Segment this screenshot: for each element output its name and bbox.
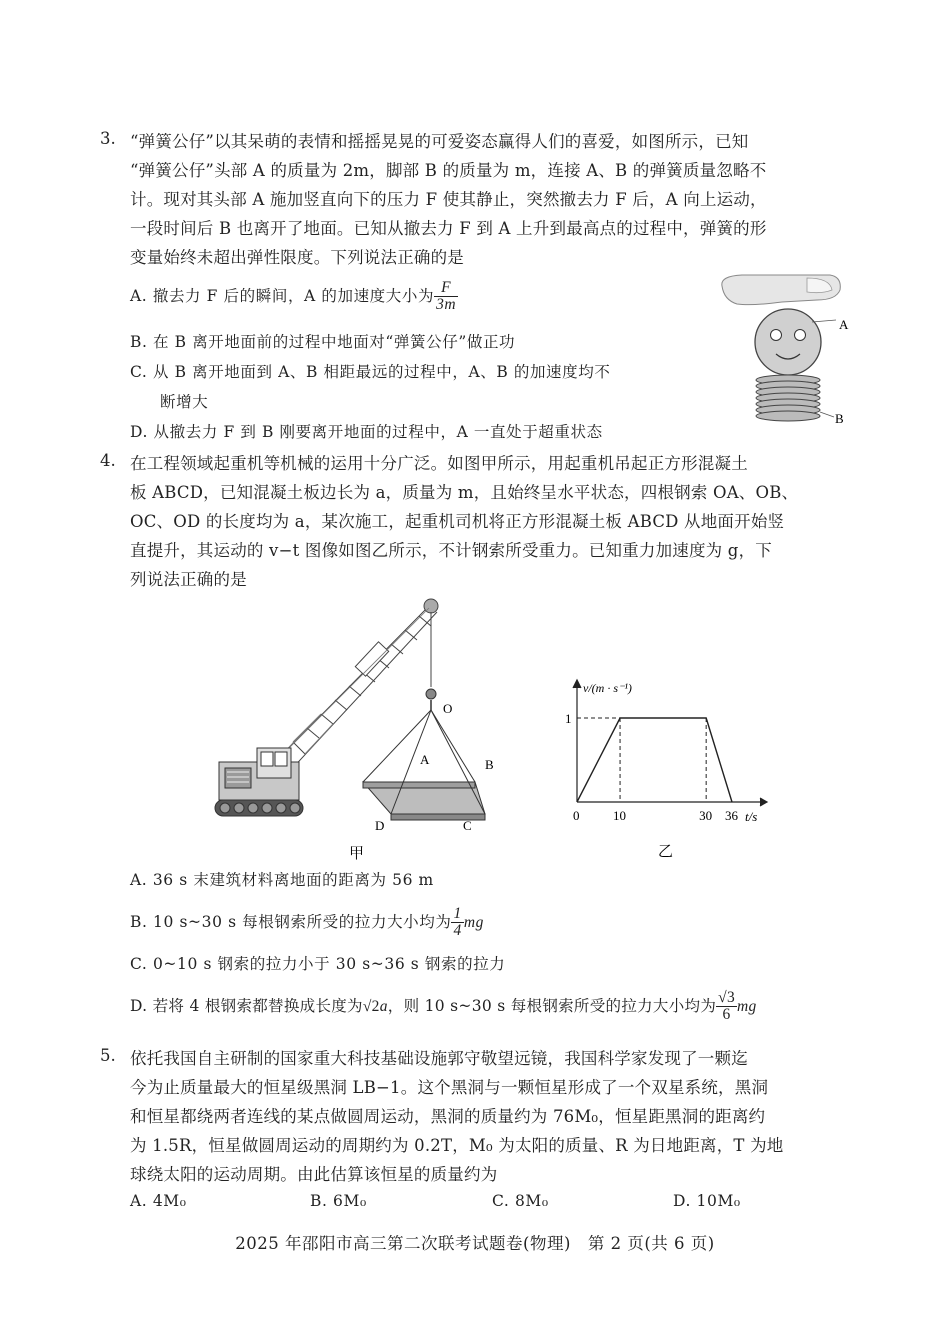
crane-label-b: B xyxy=(485,757,494,772)
q4-line-5: 列说法正确的是 xyxy=(130,570,247,589)
crane-backstay xyxy=(277,608,429,760)
figure-caption-yi: 乙 xyxy=(658,842,674,860)
q4-option-b[interactable] xyxy=(130,906,484,940)
q5-option-a[interactable]: A. 4M₀ xyxy=(130,1192,187,1210)
q3-line-4: 一段时间后 B 也离开了地面。已知从撤去力 F 到 A 上升到最高点的过程中，弹簧的形 xyxy=(130,219,767,238)
q4-line-4: 直提升，其运动的 v−t 图像如图乙所示，不计钢索所受重力。已知重力加速度为 g，下 xyxy=(130,541,772,560)
chart-x-tick-label: 0 xyxy=(573,808,580,823)
q3-option-d[interactable]: D. 从撤去力 F 到 B 刚要离开地面的过程中，A 一直处于超重状态 xyxy=(130,423,603,441)
q4-option-d-text: D. 若将 4 根钢索都替换成长度为 xyxy=(130,996,363,1015)
crane-boom-plate xyxy=(355,642,388,676)
q4-option-d-a: a xyxy=(379,997,388,1015)
q4-option-b-suffix: mg xyxy=(463,913,484,931)
crane-tracks xyxy=(215,800,303,816)
spring-doll-figure xyxy=(712,272,862,432)
crane-label-d: D xyxy=(375,818,385,833)
fraction-numerator: √3 xyxy=(718,989,735,1006)
chart-x-tick-label: 30 xyxy=(699,808,713,823)
doll-label-a: A xyxy=(839,317,849,332)
vt-chart xyxy=(555,672,785,867)
q4-option-b-text: B. 10 s~30 s 每根钢索所受的拉力大小均为 xyxy=(130,912,452,931)
crane-boom xyxy=(275,604,437,772)
q4-number: 4. xyxy=(100,451,116,470)
fraction-numerator: 1 xyxy=(453,905,462,922)
figure-caption-jia: 甲 xyxy=(349,844,365,862)
q3-option-a-fraction xyxy=(434,280,458,314)
q3-line-1: “弹簧公仔”以其呆萌的表情和摇摇晃晃的可爱姿态赢得人们的喜爱，如图所示，已知 xyxy=(130,132,749,151)
crane-label-c: C xyxy=(463,818,472,833)
q5-option-b[interactable]: B. 6M₀ xyxy=(310,1192,367,1210)
q5-line-5: 球绕太阳的运动周期。由此估算该恒星的质量约为 xyxy=(130,1165,498,1184)
chart-series-line xyxy=(577,718,732,802)
crane-label-a: A xyxy=(420,752,430,767)
q4-line-3: OC、OD 的长度均为 a，某次施工，起重机司机将正方形混凝土板 ABCD 从地面开始竖 xyxy=(130,512,785,531)
q5-line-4: 为 1.5R，恒星做圆周运动的周期约为 0.2T，M₀ 为太阳的质量、R 为日地距离，T 为地 xyxy=(130,1136,784,1155)
q4-line-2: 板 ABCD，已知混凝土板边长为 a，质量为 m，且始终呈水平状态，四根钢索 OA、OB、 xyxy=(130,483,799,502)
q4-option-d-sqrt: √2 xyxy=(362,997,380,1015)
q4-option-c[interactable]: C. 0~10 s 钢索的拉力小于 30 s~36 s 钢索的拉力 xyxy=(130,955,506,973)
doll-label-b: B xyxy=(835,411,844,426)
fraction-denominator: 3m xyxy=(436,296,457,314)
q4-option-d-fraction xyxy=(716,990,737,1024)
q3-option-b[interactable]: B. 在 B 离开地面前的过程中地面对“弹簧公仔”做正功 xyxy=(130,333,516,351)
page-footer: 2025 年邵阳市高三第二次联考试题卷(物理) 第 2 页(共 6 页) xyxy=(235,1234,715,1253)
q3-line-3: 计。现对其头部 A 施加竖直向下的压力 F 使其静止，突然撤去力 F 后，A 向上运动， xyxy=(130,190,767,209)
q4-option-d[interactable] xyxy=(130,990,757,1024)
chart-axes xyxy=(573,680,767,806)
q4-option-d-suffix: mg xyxy=(737,997,757,1015)
fraction-denominator: 6 xyxy=(722,1006,731,1024)
chart-xlabel: t/s xyxy=(745,809,758,824)
crane-body xyxy=(219,748,299,800)
chart-y-tick-label: 1 xyxy=(565,711,572,726)
fraction-numerator: F xyxy=(434,280,458,297)
fraction-denominator: 4 xyxy=(453,922,462,940)
doll-spring xyxy=(756,375,820,421)
chart-x-tick-label: 36 xyxy=(725,808,738,823)
q4-option-a[interactable]: A. 36 s 末建筑材料离地面的距离为 56 m xyxy=(130,871,434,889)
crane-hook xyxy=(426,689,436,699)
q5-line-1: 依托我国自主研制的国家重大科技基础设施郭守敬望远镜，我国科学家发现了一颗迄 xyxy=(130,1049,748,1068)
q3-line-2: “弹簧公仔”头部 A 的质量为 2m，脚部 B 的质量为 m，连接 A、B 的弹簧质量忽略不 xyxy=(130,161,767,180)
crane-figure xyxy=(205,592,515,867)
q5-option-d[interactable]: D. 10M₀ xyxy=(673,1192,741,1210)
q4-line-1: 在工程领域起重机等机械的运用十分广泛。如图甲所示，用起重机吊起正方形混凝土 xyxy=(130,454,748,473)
doll-head xyxy=(755,309,821,375)
q3-option-c-cont: 断增大 xyxy=(160,393,209,411)
q3-number: 3. xyxy=(100,129,116,148)
chart-x-tick-label: 10 xyxy=(613,808,627,823)
q3-option-a[interactable] xyxy=(130,280,458,314)
q3-option-c[interactable]: C. 从 B 离开地面到 A、B 相距最远的过程中，A、B 的加速度均不 xyxy=(130,363,611,381)
crane-label-o: O xyxy=(443,701,453,716)
chart-ylabel: v/(m · s⁻¹) xyxy=(583,681,632,695)
q3-line-5: 变量始终未超出弹性限度。下列说法正确的是 xyxy=(130,248,464,267)
q3-option-a-text: A. 撤去力 F 后的瞬间，A 的加速度大小为 xyxy=(130,286,435,305)
q4-option-d-mid: ，则 10 s~30 s 每根钢索所受的拉力大小均为 xyxy=(387,996,717,1015)
q5-line-3: 和恒星都绕两者连线的某点做圆周运动，黑洞的质量约为 76M₀，恒星距黑洞的距离约 xyxy=(130,1107,766,1126)
q4-option-b-fraction xyxy=(451,906,463,940)
q5-line-2: 今为止质量最大的恒星级黑洞 LB−1。这个黑洞与一颗恒星形成了一个双星系统，黑洞 xyxy=(130,1078,769,1097)
doll-left-eye xyxy=(771,330,782,341)
q5-option-c[interactable]: C. 8M₀ xyxy=(492,1192,549,1210)
doll-right-eye xyxy=(795,330,806,341)
q5-number: 5. xyxy=(100,1046,116,1065)
